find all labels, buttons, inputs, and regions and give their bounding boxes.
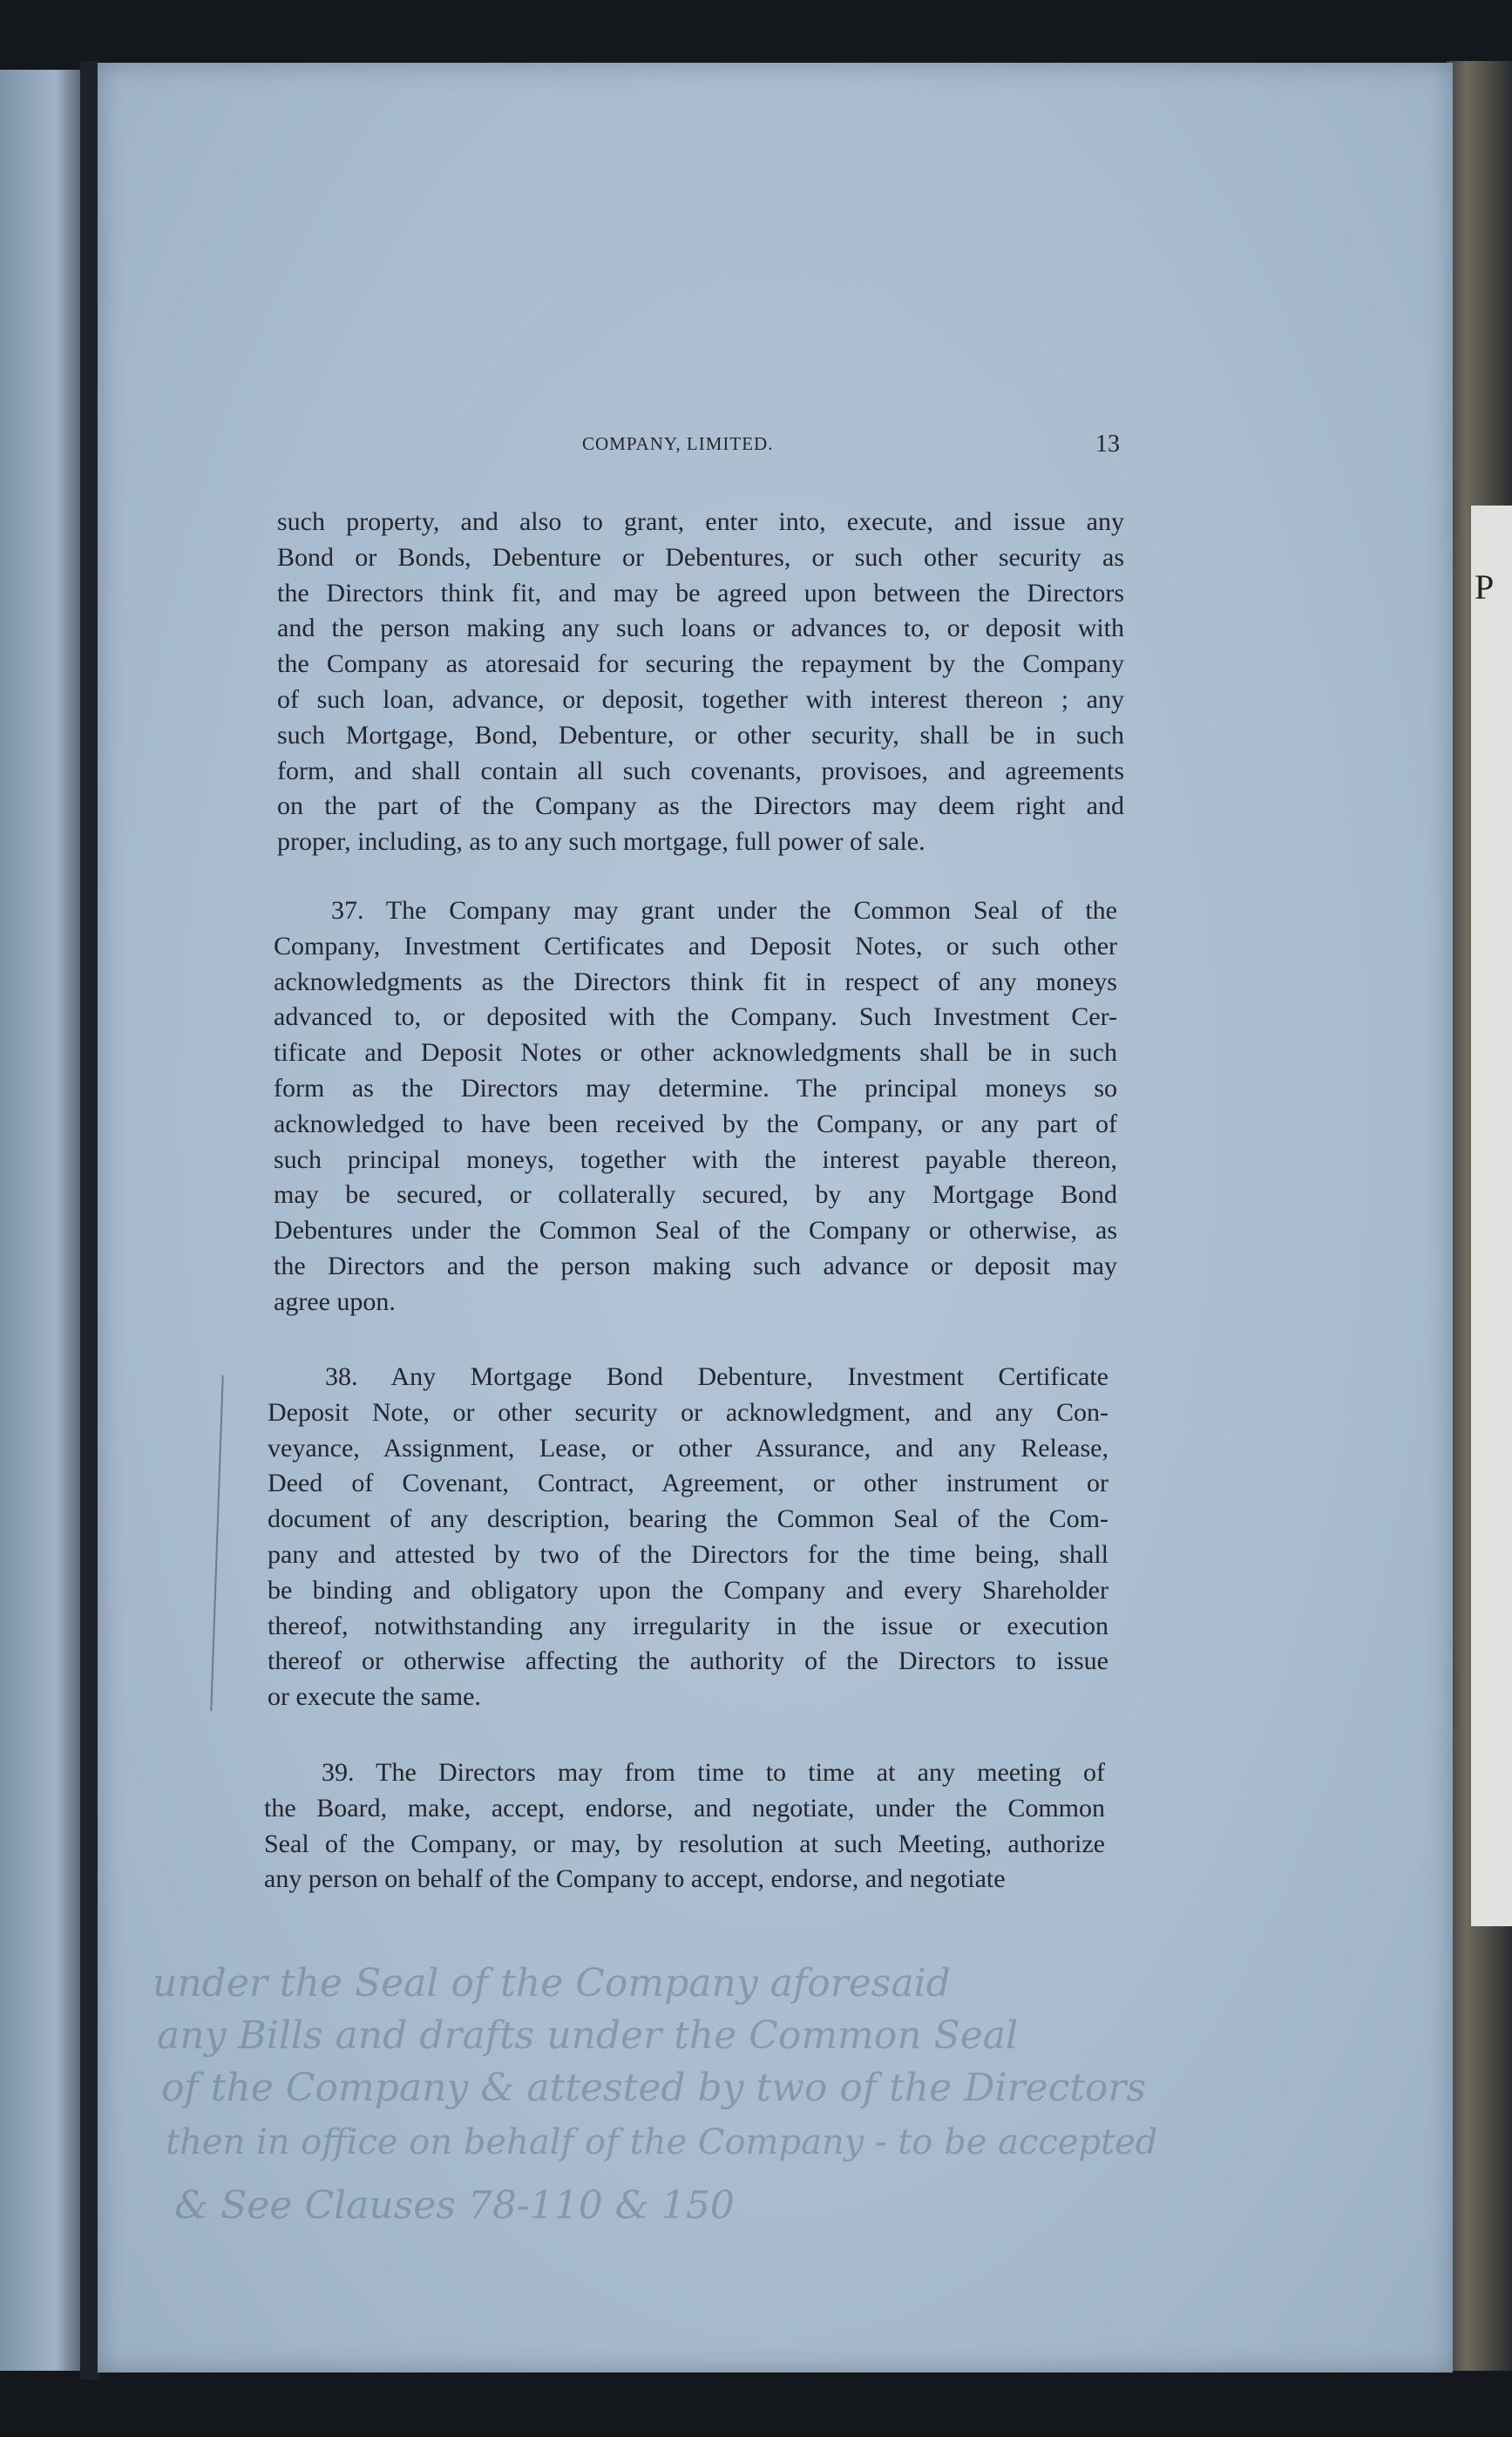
text-line: such principal moneys, together with the interest payable thereon, <box>274 1144 1117 1174</box>
text-line: 38. Any Mortgage Bond Debenture, Investment Certificate <box>325 1362 1109 1391</box>
text-line: proper, including, as to any such mortgage, full power of sale. <box>277 827 926 857</box>
text-line: thereof, notwithstanding any irregularity in the issue or execution <box>268 1611 1109 1640</box>
text-line: Seal of the Company, or may, by resolution at such Meeting, authorize <box>264 1829 1105 1858</box>
text-line: thereof or otherwise affecting the authority of the Directors to issue <box>268 1646 1109 1676</box>
text-line: such Mortgage, Bond, Debenture, or other security, shall be in such <box>277 720 1124 750</box>
text-line: Company, Investment Certificates and Deposit Notes, or such other <box>274 931 1117 961</box>
handwritten-note-line: any Bills and drafts under the Common Seal <box>157 2013 1019 2058</box>
text-line: Bond or Bonds, Debenture or Debentures, or such other security as <box>277 542 1124 572</box>
handwritten-note-line: then in office on behalf of the Company - to be accepted <box>166 2122 1158 2162</box>
text-line: form as the Directors may determine. The principal moneys so <box>274 1073 1117 1103</box>
text-line: or execute the same. <box>268 1682 481 1712</box>
page-number: 13 <box>1095 431 1120 458</box>
text-line: acknowledgments as the Directors think fit in respect of any moneys <box>274 967 1117 996</box>
text-line: 39. The Directors may from time to time at any meeting of <box>322 1758 1105 1787</box>
text-line: the Company as atoresaid for securing the repayment by the Company <box>277 649 1124 679</box>
text-line: and the person making any such loans or advances to, or deposit with <box>277 614 1124 643</box>
book-spine <box>80 61 99 2379</box>
facing-page-edge <box>0 70 80 2371</box>
paragraph-continued <box>277 505 1124 860</box>
text-line: be binding and obligatory upon the Company and every Shareholder <box>268 1575 1109 1605</box>
text-line: pany and attested by two of the Directors for the time being, shall <box>268 1539 1109 1569</box>
text-line: may be secured, or collaterally secured, by any Mortgage Bond <box>274 1180 1117 1210</box>
handwritten-note-line: under the Seal of the Company aforesaid <box>153 1961 951 2006</box>
text-line: 37. The Company may grant under the Common Seal of the <box>331 896 1117 925</box>
text-line: Debentures under the Common Seal of the Company or otherwise, as <box>274 1216 1117 1246</box>
text-line: advanced to, or deposited with the Company. Such Investment Cer- <box>274 1002 1117 1032</box>
inserted-slip <box>1471 506 1512 1926</box>
text-line: the Board, make, accept, endorse, and negotiate, under the Common <box>264 1793 1105 1823</box>
text-line: veyance, Assignment, Lease, or other Assurance, and any Release, <box>268 1433 1109 1463</box>
running-title: COMPANY, LIMITED. <box>582 433 774 454</box>
text-line: Deed of Covenant, Contract, Agreement, or other instrument or <box>268 1469 1109 1498</box>
text-line: any person on behalf of the Company to accept, endorse, and negotiate <box>264 1864 1006 1894</box>
paragraph-38 <box>268 1360 1109 1715</box>
text-line: form, and shall contain all such covenants, provisoes, and agreements <box>277 756 1124 785</box>
paragraph-39 <box>264 1755 1105 1897</box>
text-line: the Directors and the person making such advance or deposit may <box>274 1251 1117 1280</box>
text-line: acknowledged to have been received by the Company, or any part of <box>274 1109 1117 1138</box>
text-line: document of any description, bearing the Common Seal of the Com- <box>268 1504 1109 1534</box>
text-line: the Directors think fit, and may be agreed upon between the Directors <box>277 578 1124 608</box>
text-line: of such loan, advance, or deposit, together with interest thereon ; any <box>277 684 1124 714</box>
margin-mark: P <box>1475 567 1495 607</box>
text-line: tificate and Deposit Notes or other acknowledgments shall be in such <box>274 1038 1117 1068</box>
text-line: agree upon. <box>274 1286 396 1316</box>
handwritten-note-line: & See Clauses 78-110 & 150 <box>174 2183 735 2228</box>
text-line: on the part of the Company as the Directors may deem right and <box>277 791 1124 821</box>
text-line: Deposit Note, or other security or acknowledgment, and any Con- <box>268 1397 1109 1427</box>
paragraph-37 <box>274 893 1117 1320</box>
text-line: such property, and also to grant, enter into, execute, and issue any <box>277 507 1124 536</box>
handwritten-note-line: of the Company & attested by two of the Directors <box>161 2066 1146 2110</box>
